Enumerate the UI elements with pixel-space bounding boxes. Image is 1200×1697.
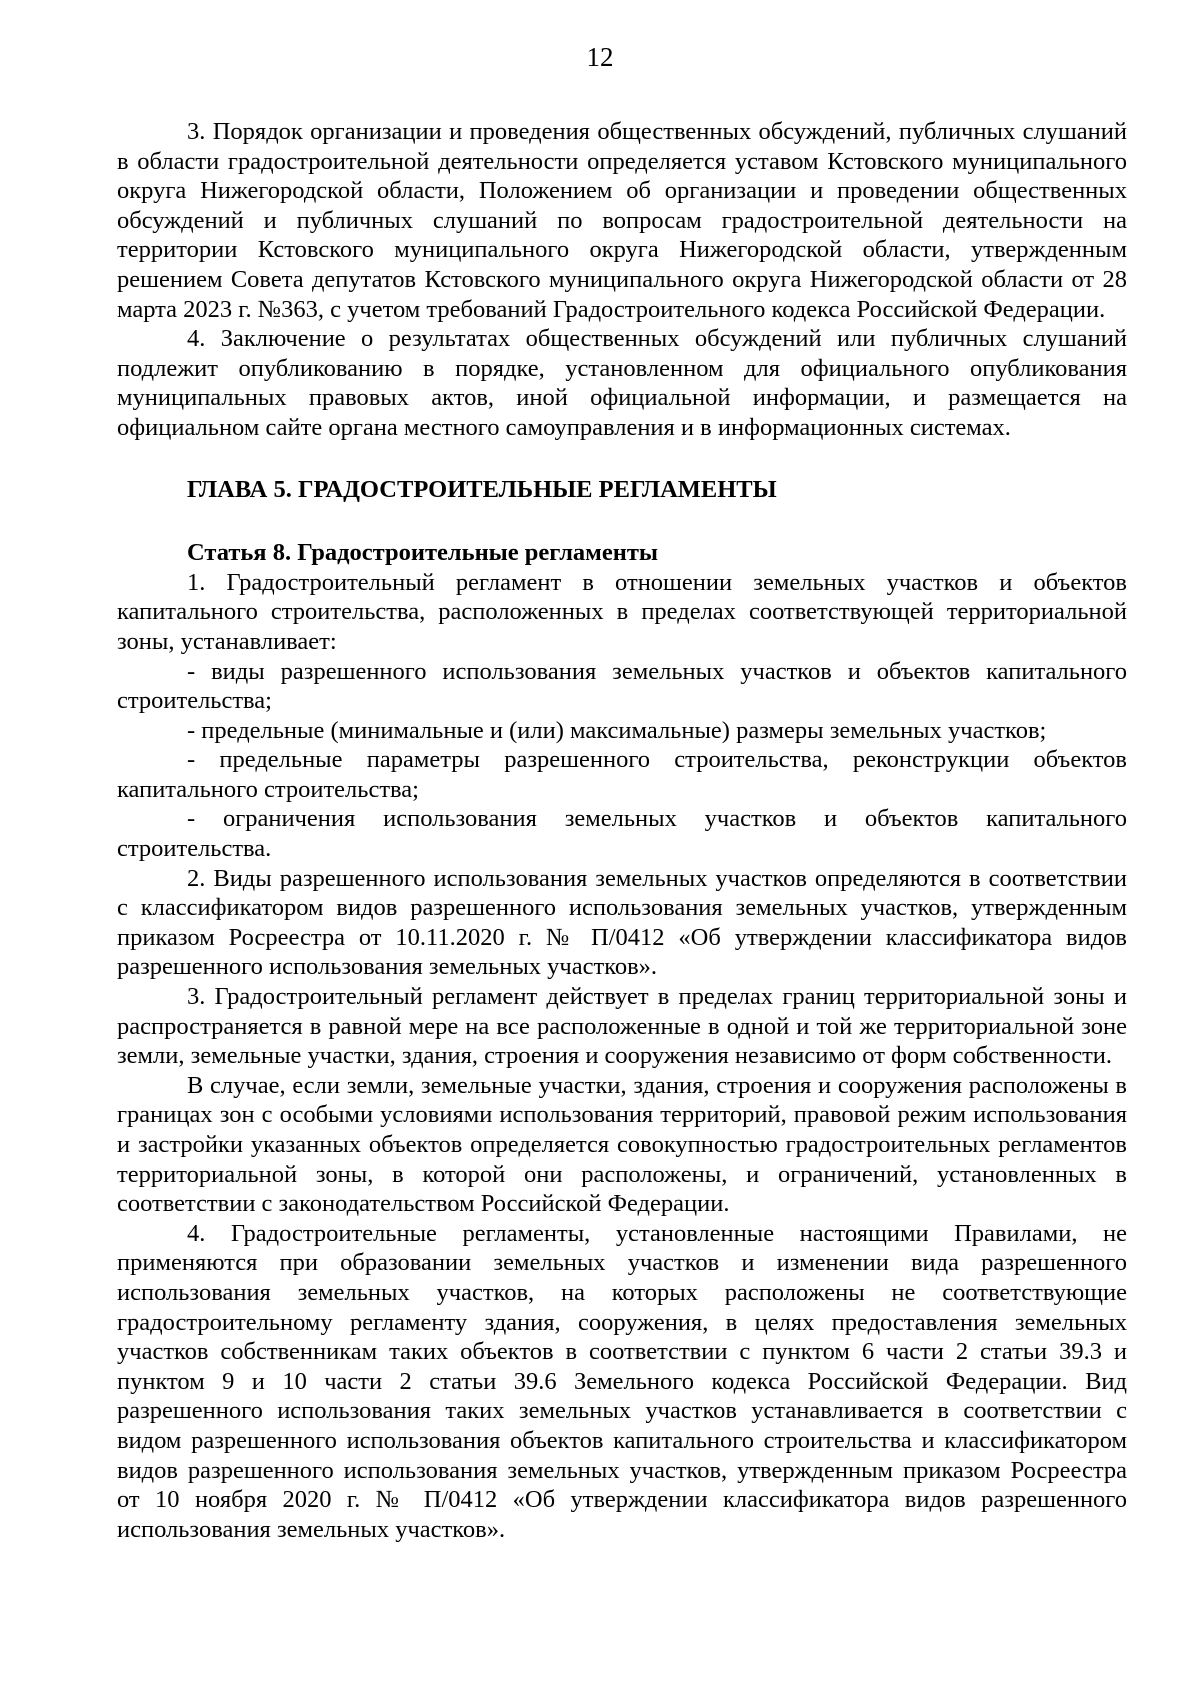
page-number: 12 bbox=[586, 42, 614, 72]
paragraph: 3. Порядок организации и проведения общественных обсуждений, публичных слушаний в области градостроительной деятельности определяется уставом Кстовского муниципального округа Нижегородской области, Положением об организации и проведении общественных обсуждений и публичных слушаний по вопросам градостроительной деятельности на территории Кстовского муниципального округа Нижегородской области, утвержденным решением Совета депутатов Кстовского муниципального округа Нижегородской области от 28 марта 2023 г. №363, с учетом требований Градостроительного кодекса Российской Федерации. bbox=[117, 118, 1127, 323]
list-item: - предельные параметры разрешенного строительства, реконструкции объектов капитального строительства; bbox=[117, 746, 1127, 803]
document-body bbox=[117, 117, 1127, 1544]
paragraph: 2. Виды разрешенного использования земельных участков определяются в соответствии с классификатором видов разрешенного использования земельных участков, утвержденным приказом Росреестра от 10.11.2020 г. № П/0412 «Об утверждении классификатора видов разрешенного использования земельных участков». bbox=[117, 864, 1127, 981]
paragraph: 4. Заключение о результатах общественных обсуждений или публичных слушаний подлежит опубликованию в порядке, установленном для официального опубликования муниципальных правовых актов, иной официальной информации, и размещается на официальном сайте органа местного самоуправления и в информационных системах. bbox=[117, 325, 1127, 441]
list-item: - предельные (минимальные и (или) максимальные) размеры земельных участков; bbox=[187, 716, 1047, 744]
paragraph: В случае, если земли, земельные участки, здания, строения и сооружения расположены в границах зон с особыми условиями использования территорий, правовой режим использования и застройки указанных объектов определяется совокупностью градостроительных регламентов территориальной зоны, в которой они расположены, и ограничений, установленных в соответствии с законодательством Российской Федерации. bbox=[117, 1071, 1127, 1218]
chapter-heading: ГЛАВА 5. ГРАДОСТРОИТЕЛЬНЫЕ РЕГЛАМЕНТЫ bbox=[187, 475, 777, 503]
paragraph: 3. Градостроительный регламент действует в пределах границ территориальной зоны и распространяется в равной мере на все расположенные в одной и той же территориальной зоне земли, земельные участки, здания, строения и сооружения независимо от форм собственности. bbox=[117, 983, 1127, 1070]
list-item: - ограничения использования земельных участков и объектов капитального строительства. bbox=[117, 805, 1127, 863]
paragraph: 1. Градостроительный регламент в отношении земельных участков и объектов капитального строительства, расположенных в пределах соответствующей территориальной зоны, устанавливает: bbox=[117, 568, 1127, 655]
article-heading: Статья 8. Градостроительные регламенты bbox=[187, 539, 659, 567]
paragraph: 4. Градостроительные регламенты, установленные настоящими Правилами, не применяются при образовании земельных участков и изменении вида разрешенного использования земельных участков, на которых расположены не соответствующие градостроительному регламенту здания, сооружения, в целях предоставления земельных участков собственникам таких объектов в соответствии с пунктом 6 части 2 статьи 39.3 и пунктом 9 и 10 части 2 статьи 39.6 Земельного кодекса Российской Федерации. Вид разрешенного использования таких земельных участков устанавливается в соответствии с видом разрешенного использования объектов капитального строительства и классификатором видов разрешенного использования земельных участков, утвержденным приказом Росреестра от 10 ноября 2020 г. № П/0412 «Об утверждении классификатора видов разрешенного использования земельных участков». bbox=[117, 1219, 1127, 1543]
list-item: - виды разрешенного использования земельных участков и объектов капитального строительства; bbox=[117, 657, 1127, 715]
